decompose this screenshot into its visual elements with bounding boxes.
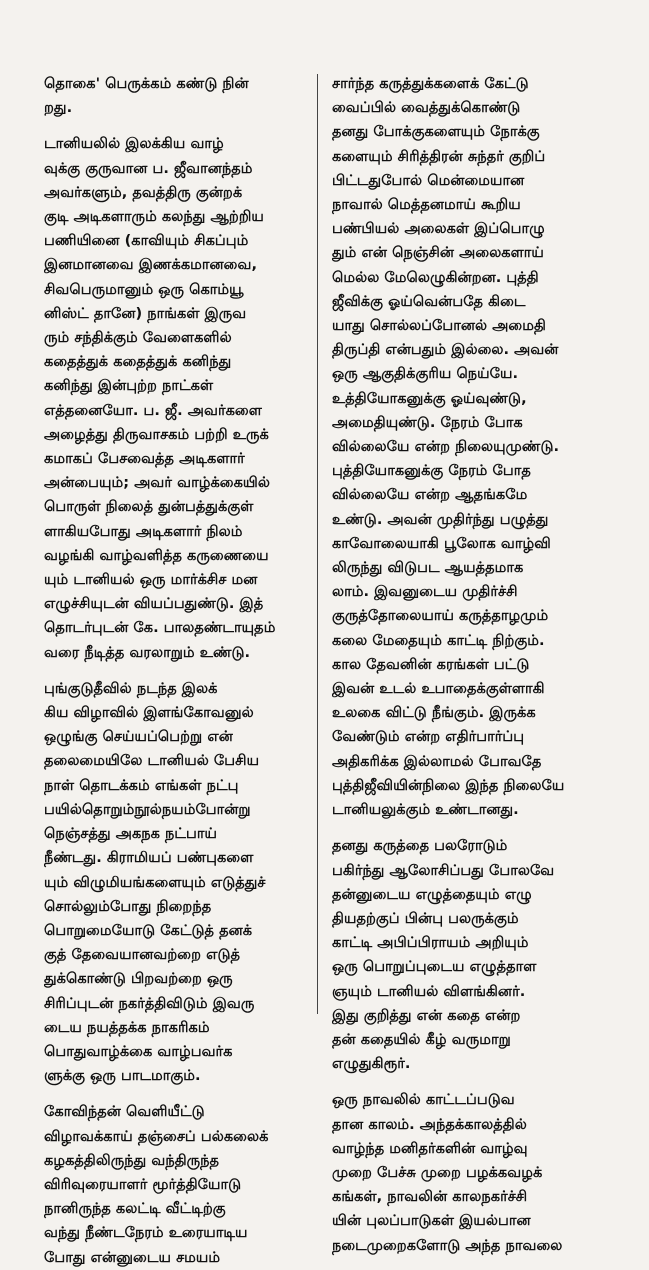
text-line: தியதற்குப் பின்பு பலருக்கும்: [332, 909, 519, 927]
text-line: ரும் சந்திக்கும் வேளைகளில்: [44, 329, 232, 347]
text-line: கமாகப் பேசவைத்த அடிகளார்: [44, 450, 245, 468]
text-line: கிய விழாவில் இளங்கோவனுல்: [44, 704, 254, 722]
text-line: வில்லையே என்ற ஆதங்கமே: [332, 486, 528, 504]
text-line: துக்கொண்டு பிறவற்றை ஒரு: [44, 970, 233, 988]
paragraph: [44, 677, 309, 1088]
text-line: களையும் சிரித்திரன் சுந்தர் குறிப்: [332, 147, 546, 165]
text-line: லிருந்து விடுபட ஆயத்தமாக: [332, 559, 524, 577]
text-line: புத்தியோகனுக்கு நேரம் போத: [332, 462, 531, 480]
text-line: ஒரு ஆகுதிக்குரிய நெய்யே.: [332, 365, 519, 383]
text-line: சொல்லும்போது நிறைந்த: [44, 897, 212, 915]
text-line: புங்குடுதீவில் நடந்த இலக்: [44, 679, 218, 697]
text-line: குருத்தோலையாய் கருத்தாழமும்: [332, 607, 549, 625]
text-line: தலைமையிலே டானியல் பேசிய: [44, 752, 260, 770]
text-line: அன்பையும்; அவர் வாழ்க்கையில்: [44, 474, 271, 492]
text-line: டானியலுக்கும் உண்டானது.: [332, 801, 519, 819]
left-column: [44, 72, 317, 1266]
text-line: குடி அடிகளாரும் கலந்து ஆற்றிய: [44, 208, 264, 226]
paragraph: [44, 72, 309, 120]
text-line: யின் புலப்பாடுகள் இயல்பான: [332, 1212, 531, 1230]
text-line: நானிருந்த கலட்டி வீட்டிற்கு: [44, 1200, 226, 1218]
text-line: ஞயும் டானியல் விளங்கினர்.: [332, 982, 526, 1000]
text-line: றது.: [44, 99, 73, 117]
text-line: போது என்னுடைய சமயம்: [44, 1248, 221, 1266]
text-line: ஜீவிக்கு ஓய்வென்பதே கிடை: [332, 292, 526, 310]
text-line: பயில்தொறும்நூல்நயம்போன்று: [44, 800, 251, 818]
paragraph: [44, 132, 309, 664]
text-line: காவோலையாகி பூலோக வாழ்வி: [332, 534, 551, 552]
text-line: பணியினை (காவியும் சிகப்பும்: [44, 232, 249, 250]
text-line: குத் தேவையானவற்றை எடுத்: [44, 946, 241, 964]
paragraph: [44, 1100, 309, 1269]
text-line: எத்தனையோ. ப. ஜீ. அவர்களை: [44, 401, 262, 419]
text-line: புத்திஜீவியின்நிலை இந்த நிலையே: [332, 776, 565, 794]
text-line: தனது போக்குகளையும் நோக்கு: [332, 123, 540, 141]
text-line: தொகை' பெருக்கம் கண்டு நின்: [44, 75, 249, 92]
text-line: வைப்பில் வைத்துக்கொண்டு: [332, 99, 521, 117]
text-line: ளுக்கு ஒரு பாடமாகும்.: [44, 1067, 201, 1085]
text-line: தனது கருத்தை பலரோடும்: [332, 837, 508, 855]
text-line: வில்லையே என்ற நிலையுமுண்டு.: [332, 438, 560, 456]
text-line: இது குறித்து என் கதை என்ற: [332, 1006, 521, 1024]
text-line: மெல்ல மேலெழுகின்றன. புத்தி: [332, 268, 539, 286]
text-line: தும் என் நெஞ்சின் அலைகளாய்: [332, 244, 544, 262]
text-line: னிஸ்ட் தானே) நாங்கள் இருவ: [44, 304, 247, 322]
right-column: [318, 72, 591, 1254]
text-line: நாள் தொடக்கம் எங்கள் நட்பு: [44, 776, 239, 794]
text-line: யும் விழுமியங்களையும் எடுத்துச்: [44, 873, 266, 891]
text-line: எழுதுகிரூர்.: [332, 1055, 411, 1073]
text-line: சார்ந்த கருத்துக்களைக் கேட்டு: [332, 75, 529, 92]
text-line: கோவிந்தன் வெளியீட்டு: [44, 1103, 205, 1121]
text-line: டானியலில் இலக்கிய வாழ்: [44, 135, 224, 153]
paragraph: [332, 72, 591, 822]
text-line: விழாவக்காய் தஞ்சைப் பல்கலைக்: [44, 1127, 269, 1145]
text-line: அமைதியுண்டு. நேரம் போக: [332, 413, 523, 431]
text-line: பொறுமையோடு கேட்டுத் தனக்: [44, 921, 253, 939]
text-line: சிரிப்புடன் நகர்த்திவிடும் இவரு: [44, 994, 255, 1012]
text-line: முறை பேச்சு முறை பழக்கவழக்: [332, 1163, 543, 1181]
text-line: கலை மேதையும் காட்டி நிற்கும்.: [332, 631, 545, 649]
text-line: கங்கள், நாவலின் காலநகர்ச்சி: [332, 1188, 528, 1206]
text-line: பண்பியல் அலைகள் இப்பொழு: [332, 220, 545, 238]
text-line: காட்டி அபிப்பிராயம் அறியும்: [332, 934, 529, 952]
text-line: வரை நீடித்த வரலாறும் உண்டு.: [44, 643, 251, 661]
text-line: தொடர்புடன் கே. பாலதண்டாயுதம்: [44, 619, 276, 637]
text-line: சிவபெருமானும் ஒரு கொம்யூ: [44, 280, 244, 298]
text-line: கால தேவனின் கரங்கள் பட்டு: [332, 655, 530, 673]
text-line: நடைமுறைகளோடு அந்த நாவலை: [332, 1236, 563, 1254]
text-line: வுக்கு குருவான ப. ஜீவானந்தம்: [44, 159, 253, 177]
text-line: இவன் உடல் உபாதைக்குள்ளாகி: [332, 680, 545, 698]
text-line: எழுச்சியுடன் வியப்பதுண்டு. இத்: [44, 595, 264, 613]
text-line: பொதுவாழ்க்கை வாழ்பவர்க: [44, 1042, 233, 1060]
paragraph: [332, 1088, 591, 1257]
text-line: வாழ்ந்த மனிதர்களின் வாழ்வு: [332, 1139, 528, 1157]
text-line: லாம். இவனுடைய முதிர்ச்சி: [332, 583, 518, 601]
paragraph: [332, 834, 591, 1076]
text-line: தன்னுடைய எழுத்தையும் எழு: [332, 885, 532, 903]
text-line: வழங்கி வாழ்வளித்த கருணையை: [44, 546, 269, 564]
text-line: தன் கதையில் கீழ் வருமாறு: [332, 1030, 511, 1048]
text-line: கனிந்து இன்புற்ற நாட்கள்: [44, 377, 214, 395]
text-line: யும் டானியல் ஒரு மார்க்சிச மன: [44, 571, 258, 589]
text-line: இனமானவை இணக்கமானவை,: [44, 256, 257, 274]
text-line: யாது சொல்லப்போனல் அமைதி: [332, 317, 546, 335]
text-line: பொருள் நிலைத் துன்பத்துக்குள்: [44, 498, 254, 516]
text-line: ஒரு நாவலில் காட்டப்படுவ: [332, 1091, 515, 1109]
text-line: உண்டு. அவன் முதிர்ந்து பழுத்து: [332, 510, 549, 528]
text-line: பிட்டதுபோல் மென்மையான: [332, 171, 525, 189]
text-line: பகிர்ந்து ஆலோசிப்பது போலவே: [332, 861, 555, 879]
text-line: டைய நயத்தக்க நாகரிகம்: [44, 1018, 210, 1036]
text-line: விரிவுரையாளர் மூர்த்தியோடு: [44, 1175, 242, 1193]
text-line: வந்து நீண்டநேரம் உரையாடிய: [44, 1224, 248, 1242]
text-line: ஒழுங்கு செய்யப்பெற்று என்: [44, 728, 233, 746]
text-line: நெஞ்சத்து அகநக நட்பாய்: [44, 825, 218, 843]
text-line: தான காலம். அந்தக்காலத்தில்: [332, 1115, 527, 1133]
text-line: நாவால் மெத்தனமாய் கூறிய: [332, 196, 521, 214]
text-line: நீண்டது. கிராமியப் பண்புகளை: [44, 849, 254, 867]
text-line: அவர்களும், தவத்திரு குன்றக்: [44, 183, 243, 201]
text-line: கழகத்திலிருந்து வந்திருந்த: [44, 1151, 220, 1169]
text-line: கதைத்துக் கதைத்துக் கனிந்து: [44, 353, 232, 371]
text-line: வேண்டும் என்ற எதிர்பார்ப்பு: [332, 728, 525, 746]
text-line: திருப்தி என்பதும் இல்லை. அவன்: [332, 341, 559, 359]
text-line: அதிகரிக்க இல்லாமல் போவதே: [332, 752, 542, 770]
text-line: அழைத்து திருவாசகம் பற்றி உருக்: [44, 425, 269, 443]
text-line: உலகை விட்டு நீங்கும். இருக்க: [332, 704, 536, 722]
text-line: ளாகியபோது அடிகளார் நிலம்: [44, 522, 243, 540]
text-line: ஒரு பொறுப்புடைய எழுத்தாள: [332, 958, 537, 976]
text-line: உத்தியோகனுக்கு ஓய்வுண்டு,: [332, 389, 527, 407]
